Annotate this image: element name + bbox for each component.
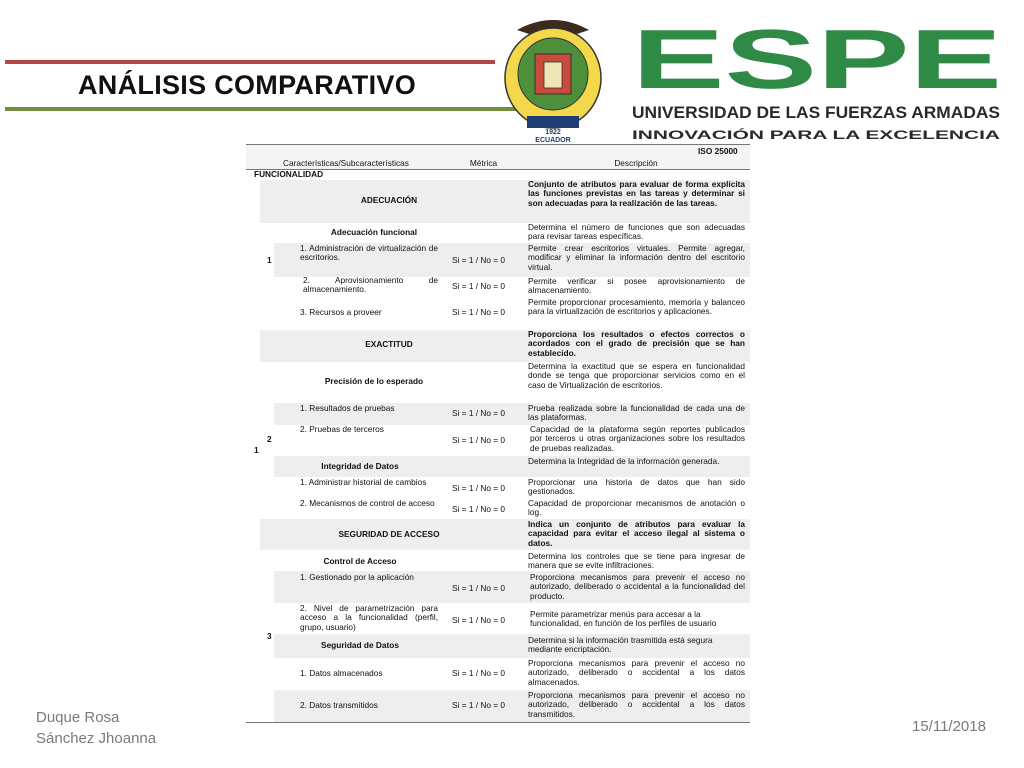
metric-mecanismos: Si = 1 / No = 0 bbox=[452, 504, 506, 514]
adec-funcional-desc: Determina el número de funciones que son adecuadas para revisar tareas específicas. bbox=[528, 222, 745, 242]
standard-label: ISO 25000 bbox=[698, 146, 738, 156]
criterion-mecanismos: 2. Mecanismos de control de acceso bbox=[300, 498, 435, 508]
criterion-terceros: 2. Pruebas de terceros bbox=[300, 424, 384, 434]
row-number: 1 bbox=[267, 255, 272, 265]
control-desc: Determina los controles que se tiene para ingresar de manera que se evite infiltraciones. bbox=[528, 551, 745, 571]
author-name: Sánchez Jhoanna bbox=[36, 730, 157, 747]
university-name: UNIVERSIDAD DE LAS FUERZAS ARMADAS bbox=[632, 103, 1000, 122]
brand-name: ESPE bbox=[632, 12, 1002, 106]
desc-pruebas: Prueba realizada sobre la funcionalidad de cada una de las plataformas. bbox=[528, 403, 745, 423]
row-number: 2 bbox=[267, 434, 272, 444]
desc-admin: Permite crear escritorios virtuales. Permite agregar, modificar y eliminar la información dentro del escritorio virtual. bbox=[528, 243, 745, 272]
exactitud-title: EXACTITUD bbox=[365, 339, 413, 349]
row-number: 3 bbox=[267, 631, 272, 641]
page-title: ANÁLISIS COMPARATIVO bbox=[78, 70, 417, 100]
exactitud-desc: Proporciona los resultados o efectos correctos o acordados con el grado de precisión que se han establecido. bbox=[528, 329, 745, 358]
metric-almacenados: Si = 1 / No = 0 bbox=[452, 668, 506, 678]
desc-terceros: Capacidad de la plataforma según reportes publicados por terceros u otras organizaciones sobre los resultados de pruebas realizadas. bbox=[530, 424, 745, 453]
desc-historial: Proporcionar una historia de datos que han sido gestionados. bbox=[528, 477, 745, 497]
seal-text: ECUADOR bbox=[535, 137, 571, 144]
iso-comparison-table bbox=[246, 144, 750, 723]
metric-admin: Si = 1 / No = 0 bbox=[452, 255, 506, 265]
metric-pruebas: Si = 1 / No = 0 bbox=[452, 408, 506, 418]
precision-title: Precisión de lo esperado bbox=[324, 376, 424, 386]
criterion-pruebas: 1. Resultados de pruebas bbox=[300, 403, 395, 413]
col-header-characteristics: Características/Subcaracterísticas bbox=[283, 158, 409, 168]
table-bottom-border bbox=[246, 722, 750, 723]
integridad-desc: Determina la Integridad de la información generada. bbox=[528, 456, 720, 466]
control-title: Control de Acceso bbox=[323, 556, 397, 566]
desc-nivel: Permite parametrizar menús para accesar a la funcionalidad, en función de los perfiles de usuario bbox=[530, 609, 717, 629]
criterion-almacenados: 1. Datos almacenados bbox=[300, 668, 383, 678]
metric-transmitidos: Si = 1 / No = 0 bbox=[452, 700, 506, 710]
precision-desc: Determina la exactitud que se espera en funcionalidad donde se tenga que proporcionar servicios como en el caso de Virtualización de escritorios. bbox=[528, 361, 745, 390]
adecuacion-title: ADECUACIÓN bbox=[360, 195, 418, 205]
col-header-metric: Métrica bbox=[469, 158, 498, 168]
espe-logo bbox=[497, 8, 1007, 148]
desc-aprov: Permite verificar si posee aprovisionamiento de almacenamiento. bbox=[528, 276, 745, 296]
criterion-admin: 1. Administración de virtualización de escritorios. bbox=[300, 243, 438, 263]
author-name: Duque Rosa bbox=[36, 709, 120, 726]
metric-nivel: Si = 1 / No = 0 bbox=[452, 615, 506, 625]
footer-authors bbox=[36, 707, 156, 749]
seguridad-desc: Indica un conjunto de atributos para evaluar la capacidad para evitar el acceso ilegal al sistema o datos. bbox=[528, 519, 745, 548]
header-red-line bbox=[5, 60, 495, 64]
col-header-description: Descripción bbox=[614, 158, 658, 168]
criterion-recursos: 3. Recursos a proveer bbox=[300, 307, 382, 317]
seal-year: 1922 bbox=[545, 129, 561, 136]
footer-date: 15/11/2018 bbox=[912, 718, 986, 735]
metric-recursos: Si = 1 / No = 0 bbox=[452, 307, 506, 317]
criterion-aprov: 2. Aprovisionamiento de almacenamiento. bbox=[303, 275, 438, 295]
criterion-transmitidos: 2. Datos transmitidos bbox=[300, 700, 378, 710]
desc-mecanismos: Capacidad de proporcionar mecanismos de anotación o log. bbox=[528, 498, 745, 518]
metric-terceros: Si = 1 / No = 0 bbox=[452, 435, 506, 445]
criterion-nivel: 2. Nivel de parametrización para acceso a la funcionalidad (perfil, grupo, usuario) bbox=[300, 603, 438, 632]
header-green-line bbox=[5, 107, 540, 111]
desc-almacenados: Proporciona mecanismos para prevenir el acceso no autorizado, deliberado o accidental a los datos almacenados. bbox=[528, 658, 745, 687]
desc-transmitidos: Proporciona mecanismos para prevenir el acceso no autorizado, deliberado o accidental a los datos transmitidos. bbox=[528, 690, 745, 719]
desc-gestionado: Proporciona mecanismos para prevenir el acceso no autorizado, deliberado o accidental a la funcionalidad del producto. bbox=[530, 572, 745, 601]
seguridad-title: SEGURIDAD DE ACCESO bbox=[338, 529, 440, 539]
slogan: INNOVACIÓN PARA LA EXCELENCIA bbox=[632, 128, 844, 142]
metric-gestionado: Si = 1 / No = 0 bbox=[452, 583, 506, 593]
integridad-title: Integridad de Datos bbox=[321, 461, 399, 471]
adecuacion-desc: Conjunto de atributos para evaluar de forma explícita las funciones previstas en las tareas y determinar si son adecuadas para la realización de las tareas. bbox=[528, 179, 745, 208]
adec-funcional-title: Adecuación funcional bbox=[330, 227, 418, 237]
desc-recursos: Permite proporcionar procesamiento, memoria y balanceo para la virtualización de escritorios y aplicaciones. bbox=[528, 297, 745, 317]
section-title: FUNCIONALIDAD bbox=[254, 169, 324, 179]
seg-datos-title: Seguridad de Datos bbox=[321, 640, 399, 650]
metric-historial: Si = 1 / No = 0 bbox=[452, 483, 506, 493]
seg-datos-desc: Determina si la información trasmitida está segura mediante encriptación. bbox=[528, 635, 713, 655]
criterion-historial: 1. Administrar historial de cambios bbox=[300, 477, 427, 487]
metric-aprov: Si = 1 / No = 0 bbox=[452, 281, 506, 291]
espe-seal-icon bbox=[505, 20, 601, 128]
criterion-gestionado: 1. Gestionado por la aplicación bbox=[300, 572, 414, 582]
row-number: 1 bbox=[254, 445, 259, 455]
